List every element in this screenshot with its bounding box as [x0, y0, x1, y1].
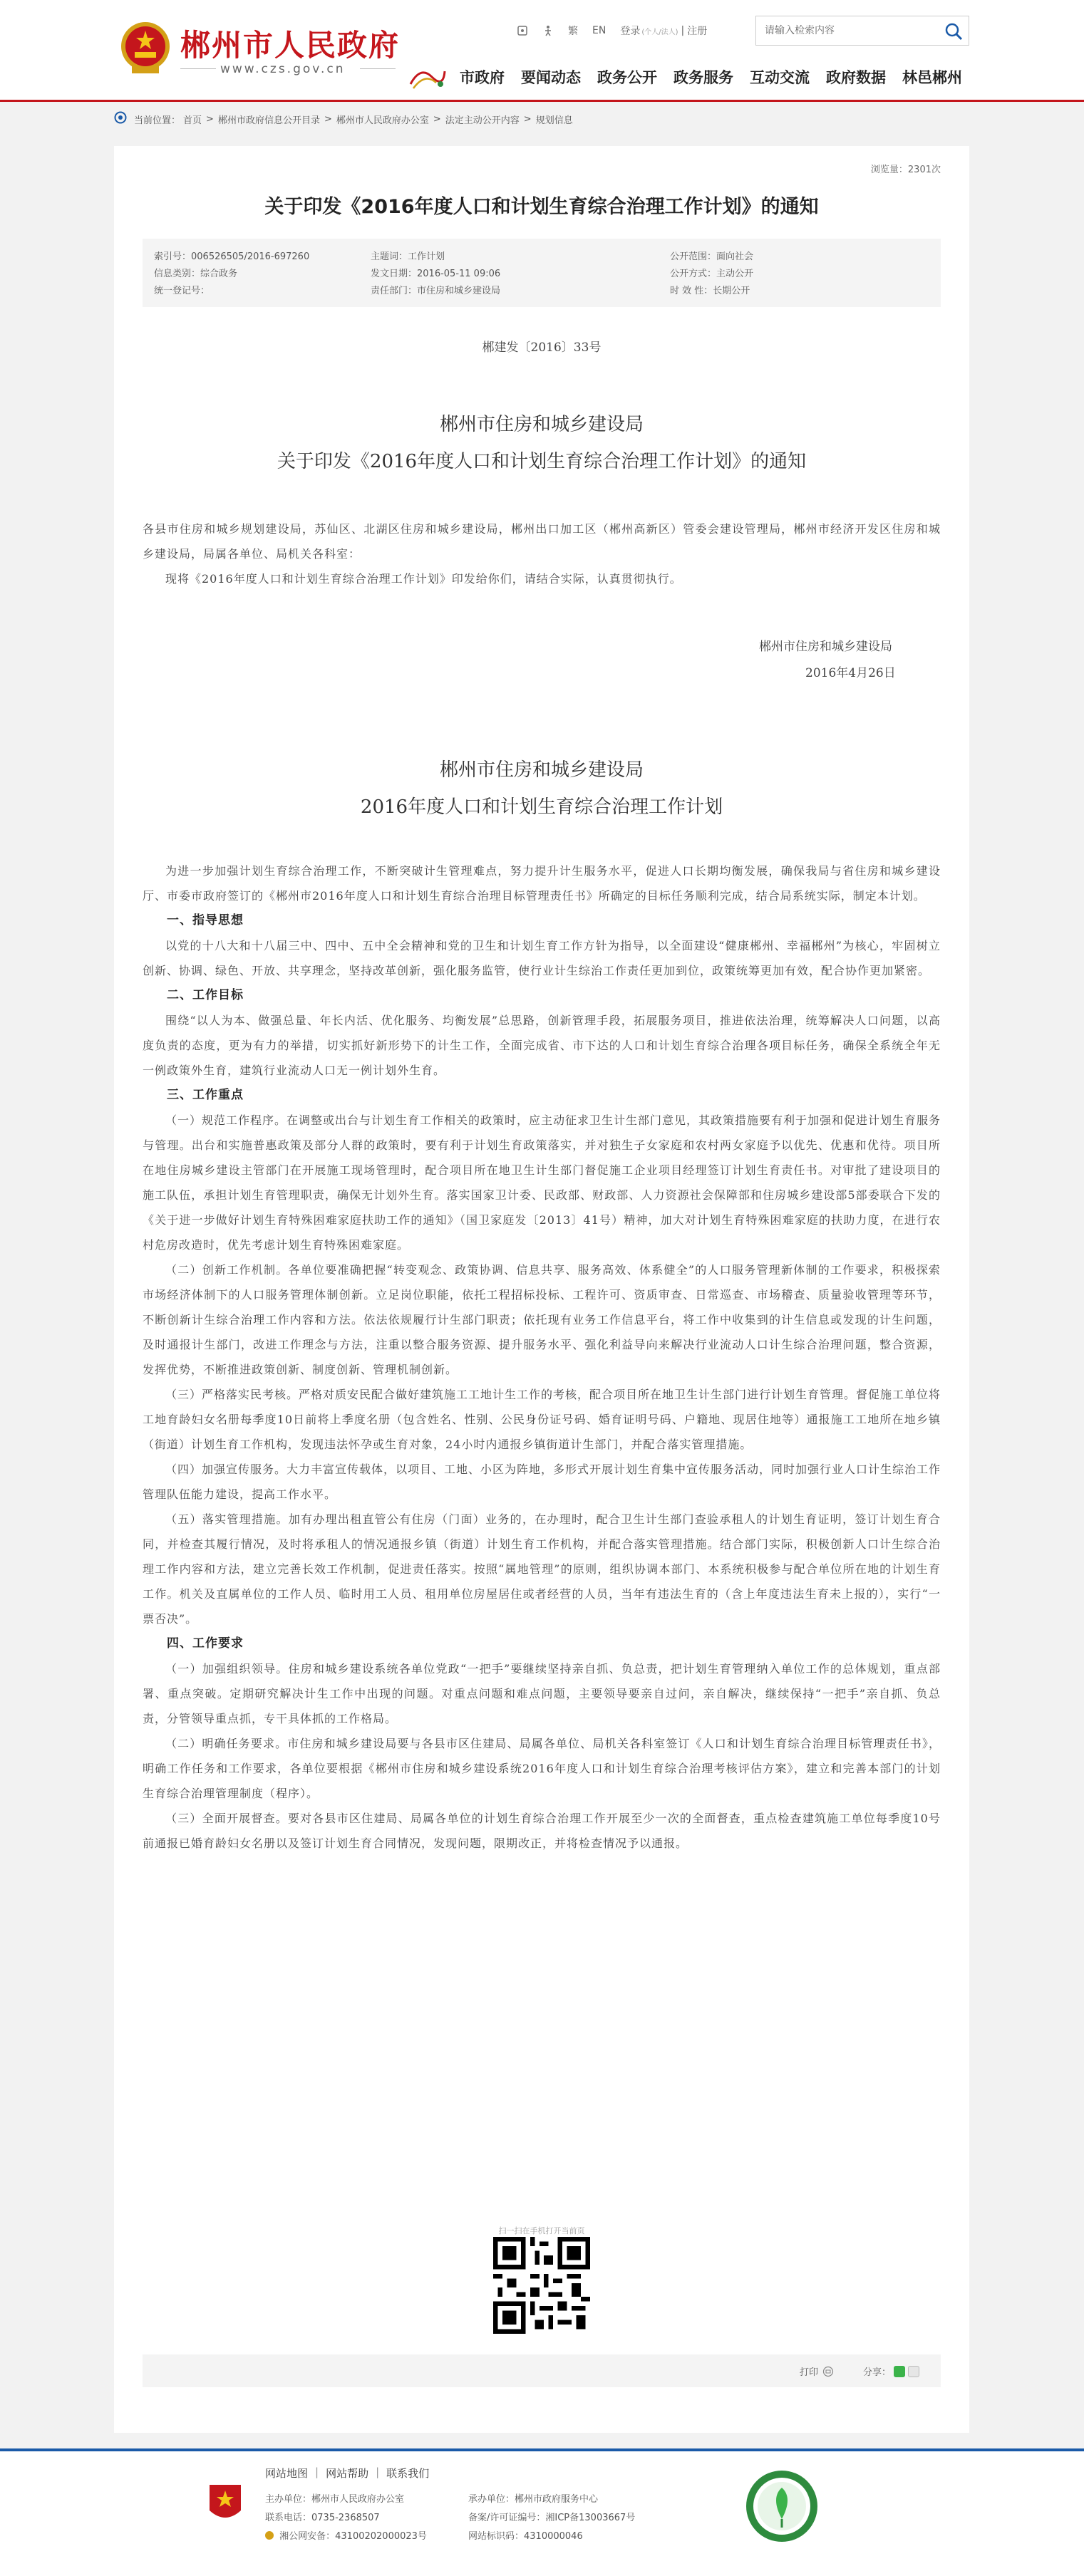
- nav-item-interaction[interactable]: 互动交流: [750, 69, 810, 86]
- footer-link-help[interactable]: 网站帮助: [326, 2467, 369, 2480]
- notice-org: 郴州市住房和城乡建设局: [439, 414, 644, 435]
- footer-row: [265, 2509, 635, 2528]
- section-paragraph: （一）加强组织领导。住房和城乡建设系统各单位党政“一把手”要继续坚持亲自抓、负总责，把计划生育管理纳入单位工作的总体规划，重点部署、重点突破。定期研究解决计生工作中出现的问题。对重点问题和难点问题，主要领导要亲自过问，亲自解决，继续保持“一把手”亲自抓、负总责，分管领导重点抓，专干具体抓的工作格局。: [143, 1662, 941, 1725]
- login-label: 登录: [620, 26, 641, 37]
- footer-row: [265, 2528, 635, 2546]
- nav-item-government[interactable]: 市政府: [460, 69, 505, 86]
- site-footer: [0, 2451, 1084, 2576]
- print-label: 打印: [799, 2367, 818, 2378]
- plan-org: 郴州市住房和城乡建设局: [439, 759, 644, 781]
- meta-publish-date: 发文日期：2016-05-11 09:06: [371, 269, 501, 279]
- elder-mode-icon[interactable]: [542, 25, 554, 36]
- footer-sponsor: 主办单位：郴州市人民政府办公室: [265, 2494, 405, 2505]
- location-pin-icon: [114, 111, 127, 127]
- section-paragraph: 围绕“以人为本、做强总量、年长内活、优化服务、均衡发展”总思路，创新管理手段，拓展服务项目，推进依法治理，统筹解决人口问题，以高度负责的态度，更为有力的举措，切实抓好新形势下的计生工作，全面完成省、市下达的人口和计划生育综合治理各项目标任务，确保全系统全年无一例政策外生育，建筑行业流动人口无一例计划外生育。: [143, 1014, 941, 1077]
- english-link[interactable]: EN: [592, 25, 606, 36]
- nav-item-disclosure[interactable]: 政务公开: [597, 69, 657, 86]
- section-paragraph: 以党的十八大和十八届三中、四中、五中全会精神和党的卫生和计划生育工作方针为指导，以全面建设“健康郴州、幸福郴州”为核心，牢固树立创新、协调、绿色、开放、共享理念，坚持改革创新，强化服务监管，使行业计生综治工作责任更加到位，政策统筹更加有效，配合协作更加紧密。: [143, 939, 941, 977]
- nav-decoration-icon: [408, 63, 447, 91]
- accessibility-icon[interactable]: [517, 25, 528, 36]
- section-paragraph: （二）明确任务要求。市住房和城乡建设局要与各县市区住建局、局属各单位、局机关各科室签订《人口和计划生育综合治理目标管理责任书》，明确工作任务和工作要求，各单位要根据《郴州市住房和城乡建设系统2016年度人口和计划生育综合治理考核评估方案》，建立和完善本部门的计划生育综合治理管理制度（程序）。: [143, 1737, 941, 1800]
- breadcrumb-planning[interactable]: 规划信息: [535, 115, 573, 126]
- breadcrumb-separator: >: [433, 113, 441, 125]
- section-paragraph: （二）创新工作机制。各单位要准确把握“转变观念、政策协调、信息共享、服务高效、体系健全”的人口服务管理新体制的工作要求，积极探索市场经济体制下的人口服务管理体制创新。立足岗位职能，依托工程招标投标、工程许可、资质审查、日常巡查、市场稽查、质量验收管理等环节，不断创新计生综合治理工作内容和方法。依法依规履行计生部门职责；依托现有业务工作信息平台，将工作中收集到的计生信息或发现的计生问题，及时通报计生部门，改进工作理念与方法，注重以整合服务资源、提升服务水平、强化利益导向来解决行业流动人口计生综合治理问题，整合资源，发挥优势，不断推进政策创新、制度创新、管理机制创新。: [143, 1263, 941, 1376]
- breadcrumb-home[interactable]: 首页: [183, 115, 202, 126]
- qr-section: [114, 2225, 969, 2236]
- section-paragraph: （三）全面开展督查。要对各县市区住建局、局属各单位的计划生育综合治理工作开展至少一次的全面督查，重点检查建筑施工单位每季度10号前通报已婚育龄妇女名册以及签订计划生育合同情况，发现问题，限期改正，并将检查情况予以通报。: [143, 1812, 941, 1850]
- signature-date: 2016年4月26日: [805, 666, 896, 680]
- meta-dept: 责任部门：市住房和城乡建设局: [371, 286, 501, 296]
- section-heading: 三、工作重点: [167, 1088, 244, 1102]
- section-heading: 四、工作要求: [167, 1636, 244, 1651]
- main-nav: [460, 66, 962, 88]
- nav-item-news[interactable]: 要闻动态: [521, 69, 581, 86]
- notice-body: 现将《2016年度人口和计划生育综合治理工作计划》印发给你们，请结合实际，认真贯彻执行。: [165, 572, 682, 586]
- metadata-row: [143, 266, 941, 283]
- footer-info: [265, 2491, 635, 2546]
- breadcrumb-separator: >: [523, 113, 532, 125]
- signature-org: 郴州市住房和城乡建设局: [759, 640, 892, 654]
- article-title: 关于印发《2016年度人口和计划生育综合治理工作计划》的通知: [264, 196, 819, 218]
- site-url: www.czs.gov.cn: [220, 62, 346, 76]
- logo-divider-right: [360, 68, 396, 69]
- separator: |: [681, 25, 685, 36]
- meta-theme: 主题词：工作计划: [371, 251, 445, 262]
- footer-row: [265, 2491, 635, 2509]
- traditional-chinese-link[interactable]: 繁: [568, 26, 578, 37]
- view-count: 浏览量：2301次: [870, 165, 941, 175]
- login-link[interactable]: [620, 24, 678, 38]
- site-title: 郴州市人民政府: [180, 28, 401, 63]
- meta-validity: 时 效 性：长期公开: [670, 286, 750, 296]
- breadcrumb-statutory[interactable]: 法定主动公开内容: [445, 115, 520, 126]
- meta-scope: 公开范围：面向社会: [670, 251, 754, 262]
- nav-item-services[interactable]: 政务服务: [673, 69, 733, 86]
- action-bar: [143, 2354, 941, 2387]
- top-links: [517, 20, 721, 41]
- meta-unified-no: 统一登记号：: [154, 286, 210, 296]
- footer-link-sitemap[interactable]: 网站地图: [265, 2467, 309, 2480]
- footer-police[interactable]: [265, 2528, 468, 2546]
- footer-police-text: 湘公网安备：43100202000023号: [279, 2531, 427, 2542]
- weibo-share-icon[interactable]: [908, 2366, 919, 2377]
- metadata-table: [143, 239, 941, 307]
- print-icon: [822, 2366, 834, 2377]
- search-input[interactable]: [756, 16, 927, 45]
- login-note: (个人/法人): [641, 28, 678, 36]
- nav-item-data[interactable]: 政府数据: [826, 69, 886, 86]
- footer-separator: |: [315, 2466, 319, 2478]
- share-label: 分享：: [862, 2367, 891, 2378]
- metadata-row: [143, 249, 941, 266]
- plan-intro: 为进一步加强计划生育综合治理工作，不断突破计生管理难点，努力提升计生服务水平，促进人口长期均衡发展，确保我局与省住房和城乡建设厅、市委市政府签订的《郴州市2016年度人口和计划生育综合治理目标管理责任书》所确定的目标任务顺利完成，结合局系统实际，制定本计划。: [143, 864, 941, 903]
- logo-divider-left: [180, 68, 216, 69]
- qr-code-icon: [493, 2237, 590, 2334]
- gov-site-finder-badge-icon[interactable]: [745, 2469, 820, 2544]
- party-emblem-icon: [207, 2482, 244, 2526]
- meta-category: 信息类别：综合政务: [154, 269, 238, 279]
- breadcrumb-separator: >: [324, 113, 332, 125]
- section-paragraph: （一）规范工作程序。在调整或出台与计划生育工作相关的政策时，应主动征求卫生计生部门意见，其政策措施要有利于加强和促进计划生育服务与管理。出台和实施普惠政策及部分人群的政策时，要有利于计划生育政策落实，并对独生子女家庭和农村两女家庭予以优先、优惠和优待。项目所在地住房城乡建设主管部门在开展施工现场管理时，配合项目所在地卫生计生部门督促施工企业项目经理签订计划生育责任书。对审批了建设项目的施工队伍，承担计划生育管理职责，确保无计划外生育。落实国家卫计委、民政部、财政部、人力资源社会保障部和住房城乡建设部5部委联合下发的《关于进一步做好计划生育特殊困难家庭扶助工作的通知》（国卫家庭发〔2013〕41号）精神，加大对计划生育特殊困难家庭的扶助力度，在进行农村危房改造时，优先考虑计划生育特殊困难家庭。: [143, 1113, 941, 1252]
- section-paragraph: （四）加强宣传服务。大力丰富宣传载体，以项目、工地、小区为阵地，多形式开展计划生育集中宣传服务活动，同时加强行业人口计生综治工作管理队伍能力建设，提高工作水平。: [143, 1463, 941, 1501]
- national-emblem-icon: [118, 19, 173, 78]
- section-paragraph: （五）落实管理措施。加有办理出租直管公有住房（门面）业务的，在办理时，配合卫生计生部门查验承租人的计划生育证明，签订计划生育合同，并检查其履行情况，及时将承租人的情况通报乡镇（街道）计划生育工作机构，并配合落实管理措施。结合部门实际，积极创新人口计生综合治理工作内容和方法，建立完善长效工作机制，促进责任落实。按照“属地管理”的原则，组织协调本部门、本系统积极参与配合单位所在地的计划生育工作。机关及直属单位的工作人员、临时用工人员、租用单位房屋居住或者经营的人员，当年有违法生育的（含上年度违法生育未上报的），实行“一票否决”。: [143, 1512, 941, 1626]
- footer-link-contact[interactable]: 联系我们: [386, 2467, 430, 2480]
- meta-index-no: 索引号：006526505/2016-697260: [154, 251, 310, 262]
- footer-site-code: 网站标识码：4310000046: [468, 2531, 583, 2542]
- article-card: [114, 146, 969, 2433]
- police-badge-icon: [265, 2531, 274, 2540]
- register-link[interactable]: 注册: [687, 26, 708, 37]
- notice-recipients: 各县市住房和城乡规划建设局，苏仙区、北湖区住房和城乡建设局，郴州出口加工区（郴州高新区）管委会建设管理局，郴州市经济开发区住房和城乡建设局，局属各单位、局机关各科室：: [143, 522, 941, 561]
- breadcrumb-catalog[interactable]: 郴州市政府信息公开目录: [217, 115, 320, 126]
- section-heading: 一、指导思想: [167, 913, 244, 928]
- search-icon[interactable]: [944, 22, 963, 41]
- footer-phone: 联系电话：0735-2368507: [265, 2513, 380, 2523]
- wechat-share-icon[interactable]: [894, 2366, 905, 2377]
- footer-separator: |: [376, 2466, 380, 2478]
- section-heading: 二、工作目标: [167, 988, 244, 1002]
- document-number: 郴建发〔2016〕33号: [482, 341, 602, 355]
- qr-label: 扫一扫在手机打开当前页: [498, 2226, 585, 2235]
- notice-title: 关于印发《2016年度人口和计划生育综合治理工作计划》的通知: [277, 451, 807, 472]
- footer-operator: 承办单位：郴州市政府服务中心: [468, 2494, 599, 2505]
- meta-mode: 公开方式：主动公开: [670, 269, 754, 279]
- breadcrumb-office[interactable]: 郴州市人民政府办公室: [336, 115, 429, 126]
- footer-links: [265, 2466, 436, 2481]
- search-box: [755, 16, 969, 46]
- metadata-row: [143, 283, 941, 300]
- site-header: [0, 0, 1084, 100]
- site-logo[interactable]: [118, 18, 401, 82]
- breadcrumb-separator: >: [206, 113, 214, 125]
- footer-icp[interactable]: 备案/许可证编号：湘ICP备13003667号: [468, 2513, 636, 2523]
- share-group: [863, 2364, 919, 2378]
- section-paragraph: （三）严格落实民考核。严格对质安民配合做好建筑施工工地计生工作的考核，配合项目所在地卫生计生部门进行计划生育管理。督促施工单位将工地育龄妇女名册每季度10日前将上季度名册（包含姓名、性别、公民身份证号码、婚育证明号码、户籍地、现居住地等）通报施工工地所在地乡镇（街道）计划生育工作机构，发现违法怀孕或生育对象，24小时内通报乡镇街道计生部门，并配合落实管理措施。: [143, 1388, 941, 1451]
- plan-body: [143, 858, 941, 1856]
- plan-title: 2016年度人口和计划生育综合治理工作计划: [360, 796, 723, 818]
- breadcrumb-label: 当前位置：: [134, 115, 181, 126]
- breadcrumb: [114, 111, 577, 127]
- print-button[interactable]: [800, 2364, 834, 2378]
- nav-item-linyi[interactable]: 林邑郴州: [902, 69, 962, 86]
